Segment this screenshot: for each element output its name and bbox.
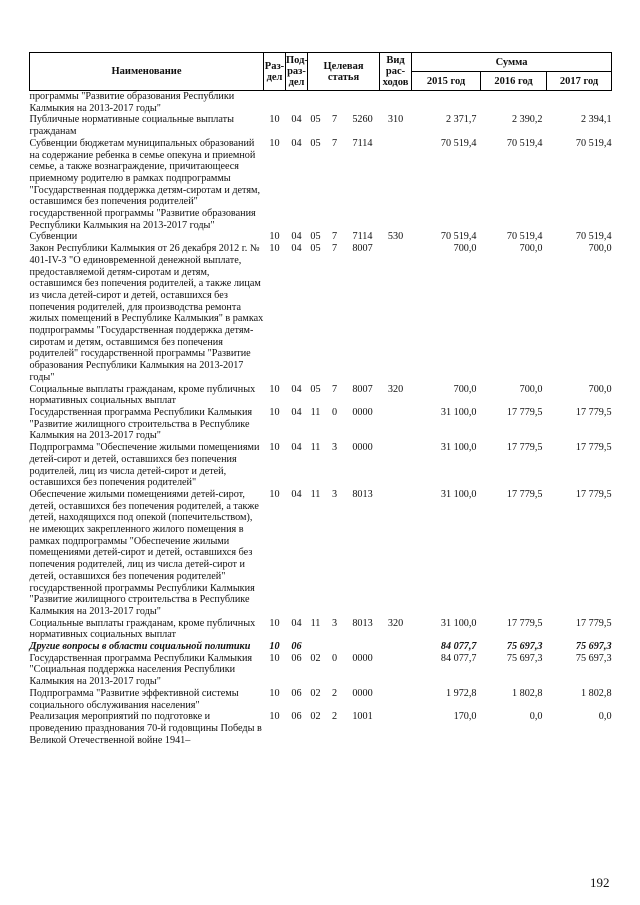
row-sum-2015: 31 100,0 xyxy=(440,617,477,629)
row-sum-2017: 17 779,5 xyxy=(575,442,612,454)
header-2016: 2016 год xyxy=(481,72,547,91)
row-target-subprogram: 2 xyxy=(331,711,338,723)
row-target-program xyxy=(308,641,324,653)
table-row xyxy=(30,618,612,641)
row-razdel: 10 xyxy=(269,687,280,699)
row-target-program: 11 xyxy=(310,617,321,629)
row-podrazdel xyxy=(286,91,308,115)
row-razdel: 10 xyxy=(269,442,280,454)
row-sum-2016: 70 519,4 xyxy=(506,137,543,149)
row-target-code: 8007 xyxy=(352,243,373,255)
row-vid xyxy=(380,489,412,618)
row-target-code: 7114 xyxy=(352,137,373,149)
row-razdel xyxy=(264,91,286,115)
row-razdel: 10 xyxy=(269,137,280,149)
row-podrazdel: 04 xyxy=(291,243,302,255)
row-sum-2016: 17 779,5 xyxy=(506,488,543,500)
row-sum-2016: 2 390,2 xyxy=(511,114,543,126)
row-sum-2015: 84 077,7 xyxy=(440,652,477,664)
row-target-code: 0000 xyxy=(352,652,373,664)
row-razdel: 10 xyxy=(269,383,280,395)
row-target-subprogram: 3 xyxy=(331,488,338,500)
row-name: Социальные выплаты гражданам, кроме публичных нормативных социальных выплат xyxy=(29,383,256,407)
table-row xyxy=(30,653,612,688)
row-sum-2017 xyxy=(547,91,612,115)
row-podrazdel: 06 xyxy=(291,641,302,653)
row-sum-2016: 75 697,3 xyxy=(506,652,543,664)
header-2017: 2017 год xyxy=(547,72,612,91)
row-sum-2015: 84 077,7 xyxy=(440,641,477,653)
row-vid xyxy=(380,91,412,115)
row-target-program: 05 xyxy=(310,231,321,243)
row-sum-2017: 70 519,4 xyxy=(575,137,612,149)
row-target-code: 5260 xyxy=(352,114,373,126)
row-podrazdel: 04 xyxy=(291,231,302,243)
row-sum-2017: 17 779,5 xyxy=(575,488,612,500)
table-row xyxy=(30,688,612,711)
row-sum-2015: 70 519,4 xyxy=(440,137,477,149)
row-target-program: 05 xyxy=(310,243,321,255)
row-target-subprogram xyxy=(324,91,346,115)
header-podrazdel: Под-раз-дел xyxy=(286,53,308,91)
row-name: Государственная программа Республики Калмыкия "Социальная поддержка населения Республики Калмыкия на 2013-2017 годы" xyxy=(29,652,253,688)
row-target-subprogram: 7 xyxy=(331,137,338,149)
row-name: Закон Республики Калмыкия от 26 декабря 2012 г. № 401-IV-З "О единовременной денежной выплате, предоставляемой детям-сиротам и детям, оставшимся без попечения родителей, а также лицам из числа детей-сирот и детей, оставшихся без попечения родителей, для производства ремонта жилых помещений в Республике Калмыкия" в рамках подпрограммы "Государственная поддержка детям-сиротам и детям, оставшимся без попечения родителей" государственной программы "Развитие образования Республики Калмыкия на 2013-2017 годы" xyxy=(29,243,264,383)
row-target-code: 8013 xyxy=(352,488,373,500)
row-sum-2017: 17 779,5 xyxy=(575,617,612,629)
row-sum-2016 xyxy=(481,91,547,115)
row-name: Субвенции xyxy=(29,231,78,243)
row-vid xyxy=(380,641,412,653)
header-2015: 2015 год xyxy=(412,72,481,91)
table-row xyxy=(30,91,612,115)
table-row xyxy=(30,489,612,618)
table-row xyxy=(30,243,612,383)
row-podrazdel: 04 xyxy=(291,617,302,629)
header-sum: Сумма xyxy=(412,53,612,72)
table-row xyxy=(30,442,612,489)
row-name: Другие вопросы в области социальной политики xyxy=(29,641,251,653)
row-razdel: 10 xyxy=(269,711,280,723)
row-target-code: 0000 xyxy=(352,687,373,699)
row-target-subprogram: 2 xyxy=(331,687,338,699)
row-target-subprogram: 3 xyxy=(331,442,338,454)
row-sum-2017: 75 697,3 xyxy=(575,641,612,653)
row-podrazdel: 06 xyxy=(291,711,302,723)
row-vid xyxy=(380,243,412,383)
row-vid: 310 xyxy=(387,114,404,126)
row-vid xyxy=(380,688,412,711)
row-sum-2016: 700,0 xyxy=(519,383,543,395)
table-row-section xyxy=(30,641,612,653)
row-vid: 320 xyxy=(387,383,404,395)
row-razdel: 10 xyxy=(269,243,280,255)
row-target-code: 1001 xyxy=(352,711,373,723)
row-podrazdel: 04 xyxy=(291,137,302,149)
row-razdel: 10 xyxy=(269,488,280,500)
row-vid xyxy=(380,711,412,746)
row-podrazdel: 06 xyxy=(291,652,302,664)
row-name: Социальные выплаты гражданам, кроме публичных нормативных социальных выплат xyxy=(29,617,256,641)
row-sum-2015: 700,0 xyxy=(453,383,477,395)
row-target-subprogram: 7 xyxy=(331,231,338,243)
row-sum-2017: 70 519,4 xyxy=(575,231,612,243)
row-target-program: 05 xyxy=(310,114,321,126)
table-row xyxy=(30,231,612,243)
row-razdel: 10 xyxy=(269,641,280,653)
row-sum-2016: 1 802,8 xyxy=(511,687,543,699)
row-target-program: 02 xyxy=(310,652,321,664)
row-sum-2017: 1 802,8 xyxy=(580,687,612,699)
table-row xyxy=(30,384,612,407)
row-podrazdel: 04 xyxy=(291,442,302,454)
table-row xyxy=(30,711,612,746)
header-vid: Вид рас-ходов xyxy=(380,53,412,91)
row-vid xyxy=(380,442,412,489)
row-name: Обеспечение жилыми помещениями детей-сирот, детей, оставшихся без попечения родителей, а также детей, находящихся под опекой (попечительством), не имеющих закрепленного жилого помещения в рамках подпрограммы "Обеспечение жилыми помещениями детей-сирот и детей, оставшихся без попечения родителей, лиц из числа детей-сирот и детей, оставшихся без попечения родителей" государственной программы Республики Калмыкия "Развитие жилищного строительства в Республике Калмыкия на 2013-2017 годы" xyxy=(29,488,259,617)
row-sum-2017: 17 779,5 xyxy=(575,406,612,418)
row-sum-2016: 0,0 xyxy=(529,711,543,723)
row-target-code: 7114 xyxy=(352,231,373,243)
row-target-program: 11 xyxy=(310,442,321,454)
row-podrazdel: 04 xyxy=(291,383,302,395)
row-sum-2015: 31 100,0 xyxy=(440,442,477,454)
row-target-program: 11 xyxy=(310,488,321,500)
row-vid: 320 xyxy=(387,617,404,629)
row-vid xyxy=(380,653,412,688)
row-razdel: 10 xyxy=(269,652,280,664)
row-sum-2016: 17 779,5 xyxy=(506,406,543,418)
row-sum-2017: 2 394,1 xyxy=(580,114,612,126)
row-target-subprogram: 0 xyxy=(331,652,338,664)
row-sum-2016: 75 697,3 xyxy=(506,641,543,653)
row-name: программы "Развитие образования Республики Калмыкия на 2013-2017 годы" xyxy=(29,91,235,114)
row-target-code xyxy=(346,91,380,115)
row-name: Подпрограмма "Развитие эффективной системы социального обслуживания населения" xyxy=(29,687,239,711)
row-sum-2015: 31 100,0 xyxy=(440,488,477,500)
row-target-subprogram: 0 xyxy=(331,406,338,418)
row-target-subprogram: 7 xyxy=(331,383,338,395)
row-razdel: 10 xyxy=(269,617,280,629)
row-sum-2017: 700,0 xyxy=(588,243,612,255)
row-razdel: 10 xyxy=(269,231,280,243)
row-vid xyxy=(380,407,412,442)
row-sum-2016: 17 779,5 xyxy=(506,617,543,629)
row-name: Подпрограмма "Обеспечение жилыми помещениями детей-сирот и детей, оставшихся без попечения родителей, лиц из числа детей-сирот и детей, оставшихся без попечения родителей" xyxy=(29,442,260,489)
row-name: Государственная программа Республики Калмыкия "Развитие жилищного строительства в Республике Калмыкия на 2013-2017 годы" xyxy=(29,406,253,442)
row-target-program: 05 xyxy=(310,137,321,149)
table-row xyxy=(30,407,612,442)
header-name: Наименование xyxy=(30,53,264,91)
row-sum-2015: 700,0 xyxy=(453,243,477,255)
row-podrazdel: 04 xyxy=(291,114,302,126)
row-podrazdel: 06 xyxy=(291,687,302,699)
row-target-program: 05 xyxy=(310,383,321,395)
row-sum-2015: 170,0 xyxy=(453,711,477,723)
row-target-subprogram: 3 xyxy=(331,617,338,629)
row-podrazdel: 04 xyxy=(291,488,302,500)
row-target-program: 02 xyxy=(310,687,321,699)
row-sum-2017: 700,0 xyxy=(588,383,612,395)
row-sum-2017: 0,0 xyxy=(598,711,612,723)
header-target: Целевая статья xyxy=(308,53,380,91)
row-sum-2015: 31 100,0 xyxy=(440,406,477,418)
row-name: Реализация мероприятий по подготовке и проведению празднования 70-й годовщины Победы в Великой Отечественной войне 1941– xyxy=(29,711,262,746)
row-sum-2016: 700,0 xyxy=(519,243,543,255)
row-name: Публичные нормативные социальные выплаты гражданам xyxy=(29,114,234,138)
row-sum-2016: 17 779,5 xyxy=(506,442,543,454)
row-target-code xyxy=(346,641,380,653)
budget-table xyxy=(29,52,612,746)
row-sum-2015: 1 972,8 xyxy=(445,687,477,699)
row-target-program xyxy=(308,91,324,115)
row-sum-2016: 70 519,4 xyxy=(506,231,543,243)
row-target-program: 02 xyxy=(310,711,321,723)
row-sum-2015 xyxy=(412,91,481,115)
row-target-code: 8013 xyxy=(352,617,373,629)
row-name: Субвенции бюджетам муниципальных образований на содержание ребенка в семье опекуна и приемной семье, а также вознаграждение, причитающееся приемному родителю в рамках подпрограммы "Государственная поддержка детям-сиротам и детям, оставшимся без попечения родителей" государственной программы "Развитие образования Республики Калмыкия на 2013-2017 годы" xyxy=(29,137,261,231)
row-target-code: 8007 xyxy=(352,383,373,395)
row-sum-2015: 2 371,7 xyxy=(445,114,477,126)
row-razdel: 10 xyxy=(269,114,280,126)
table-row xyxy=(30,138,612,232)
row-sum-2015: 70 519,4 xyxy=(440,231,477,243)
page-number: 192 xyxy=(590,875,610,890)
row-target-program: 11 xyxy=(310,406,321,418)
row-razdel: 10 xyxy=(269,406,280,418)
table-row xyxy=(30,114,612,137)
row-vid: 530 xyxy=(387,231,404,243)
row-target-subprogram: 7 xyxy=(331,243,338,255)
row-vid xyxy=(380,138,412,232)
row-target-subprogram xyxy=(324,641,346,653)
row-target-code: 0000 xyxy=(352,442,373,454)
row-podrazdel: 04 xyxy=(291,406,302,418)
header-razdel: Раз-дел xyxy=(264,53,286,91)
row-target-subprogram: 7 xyxy=(331,114,338,126)
row-sum-2017: 75 697,3 xyxy=(575,652,612,664)
row-target-code: 0000 xyxy=(352,406,373,418)
